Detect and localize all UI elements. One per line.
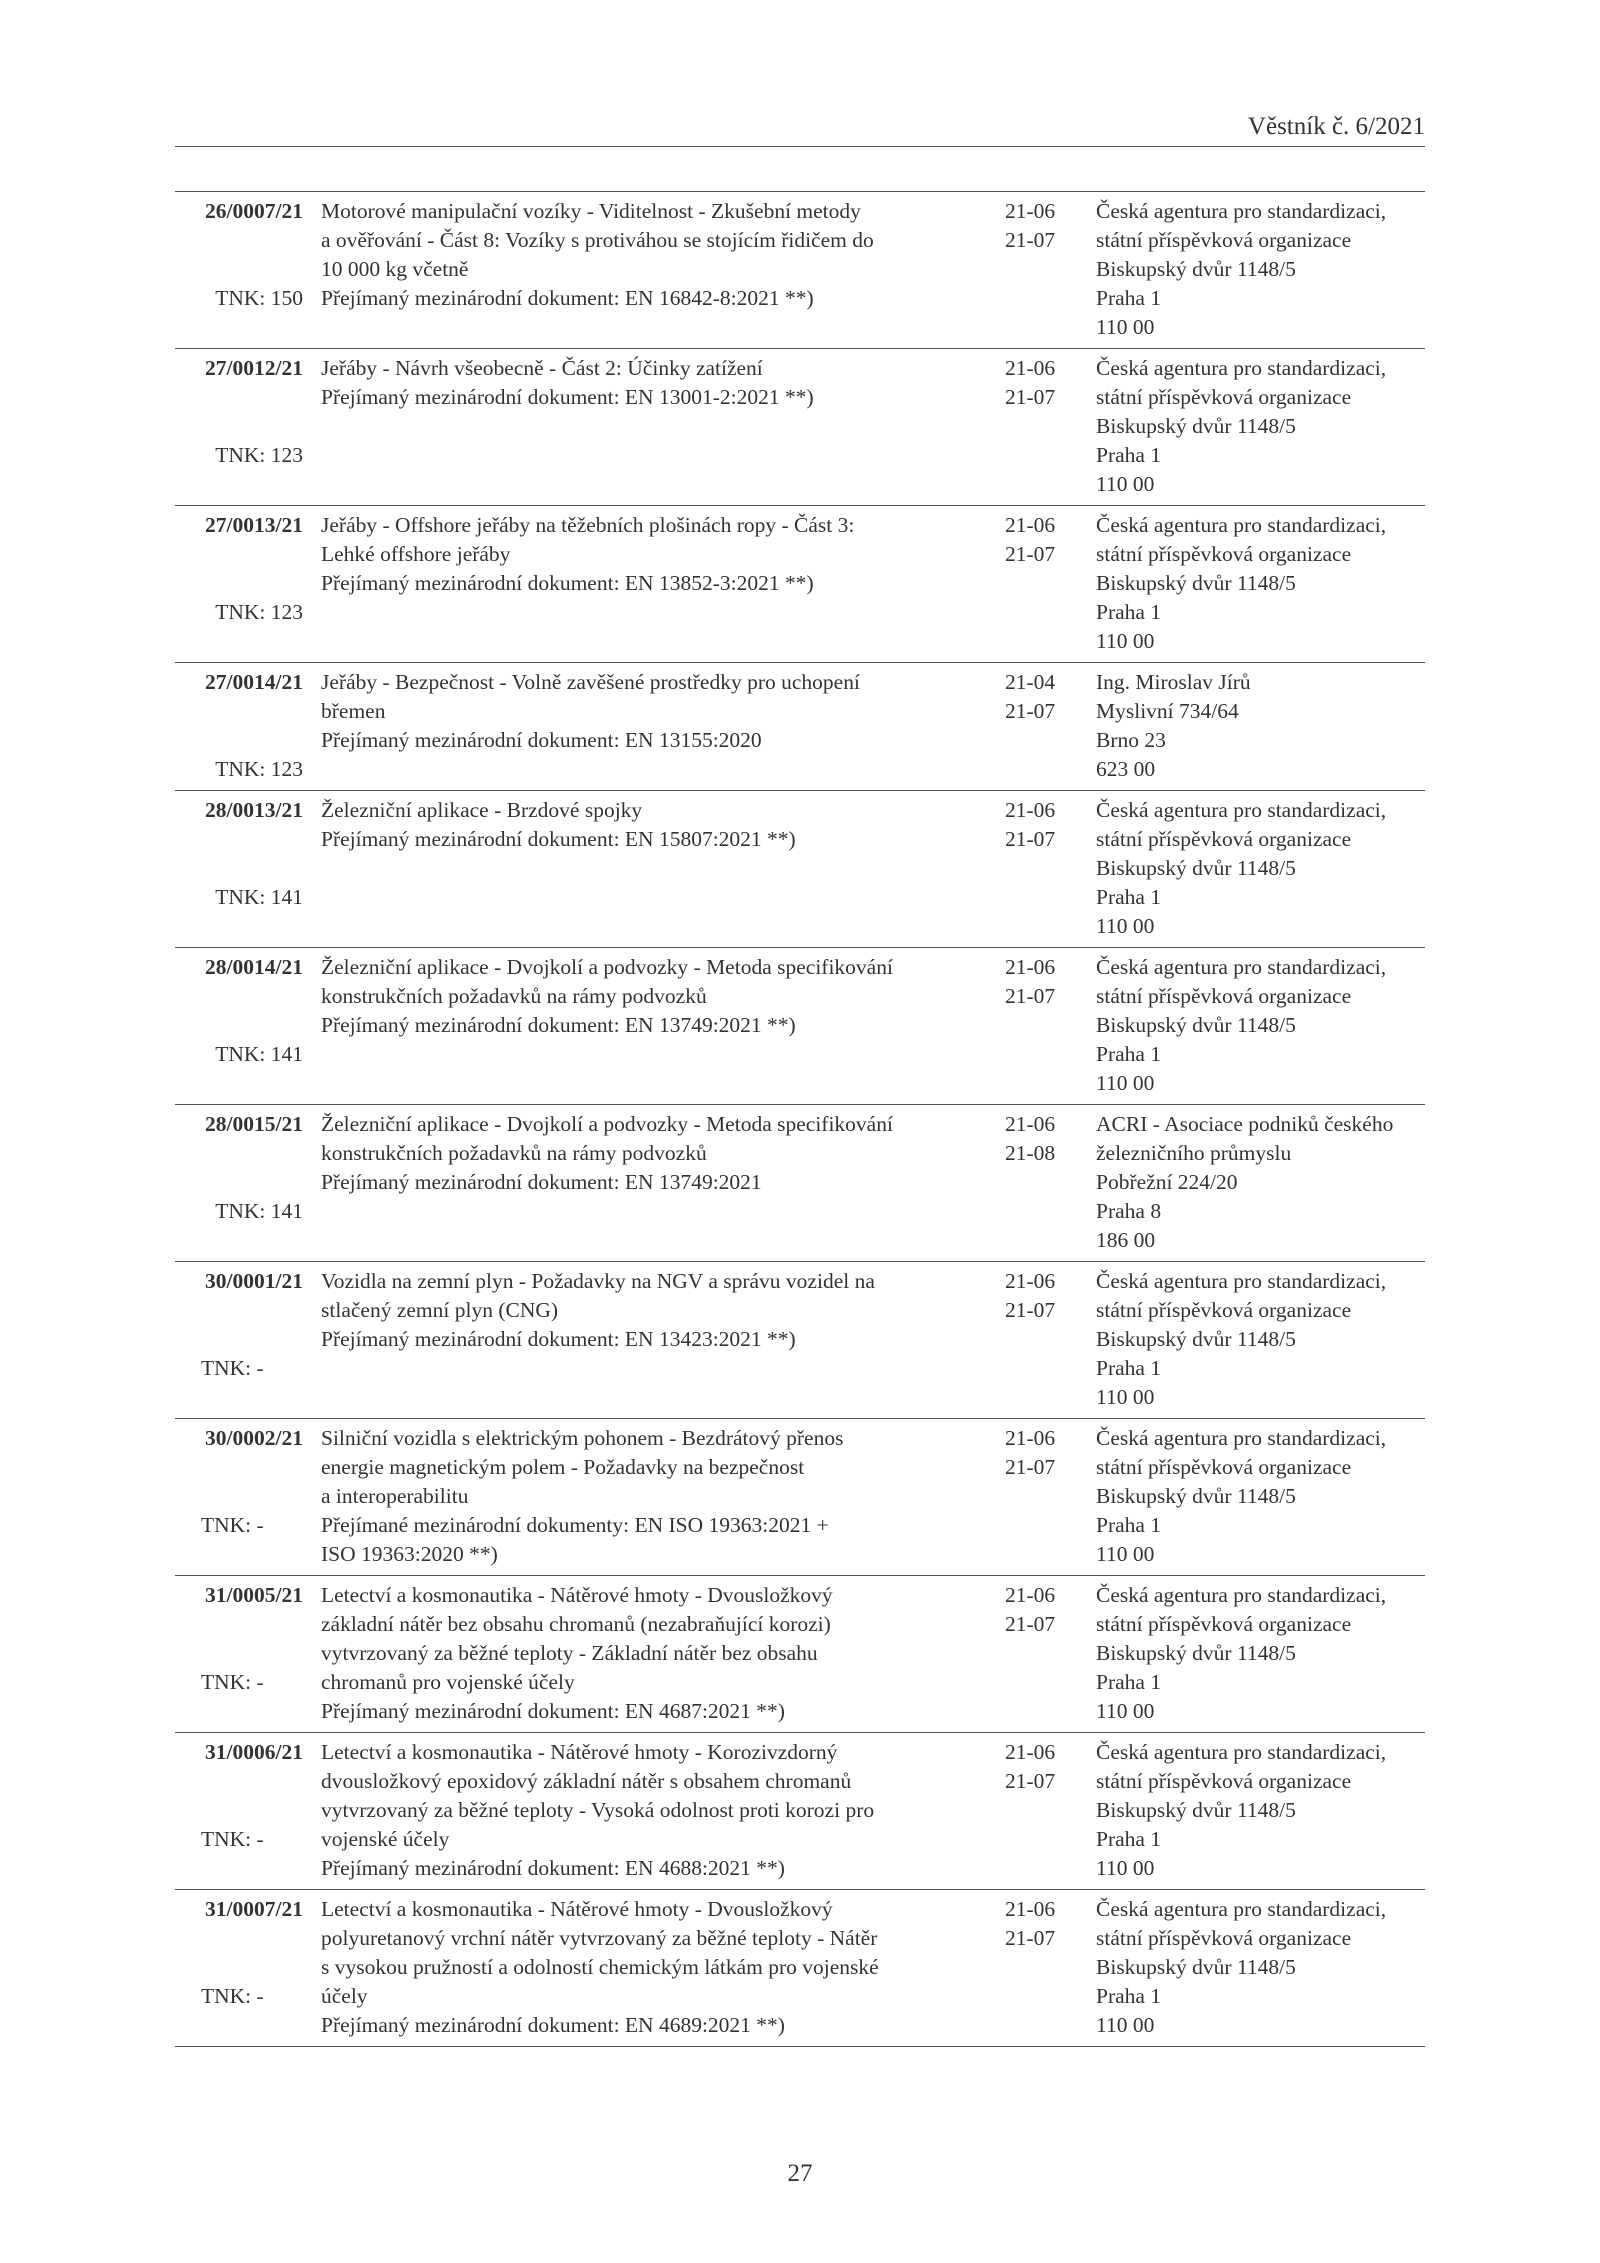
title-column	[321, 948, 971, 1040]
address-line: Ing. Miroslav Jírů	[1096, 670, 1251, 694]
address-line: Biskupský dvůr 1148/5	[1096, 571, 1296, 595]
title-line: vytvrzovaný za běžné teploty - Vysoká odolnost proti korozi pro	[321, 1798, 875, 1822]
title-line: základní nátěr bez obsahu chromanů (nezabraňující korozi)	[321, 1612, 831, 1636]
date-code: 21-06	[1005, 356, 1056, 380]
title-line: Přejímaný mezinárodní dokument: EN 13001-2:2021 **)	[321, 385, 814, 409]
code-column	[175, 197, 303, 348]
address-line: Praha 1	[1096, 286, 1162, 310]
tnk-label: TNK: 123	[215, 757, 303, 781]
table-row	[175, 1418, 1425, 1575]
title-line: vytvrzovaný za běžné teploty - Základní nátěr bez obsahu	[321, 1641, 818, 1665]
title-line: Jeřáby - Bezpečnost - Volně zavěšené prostředky pro uchopení	[321, 670, 860, 694]
table-row	[175, 1732, 1425, 1889]
address-line: 110 00	[1096, 472, 1155, 496]
date-code: 21-06	[1005, 1269, 1056, 1293]
title-line: dvousložkový epoxidový základní nátěr s obsahem chromanů	[321, 1769, 852, 1793]
address-line: Česká agentura pro standardizaci,	[1096, 955, 1387, 979]
standard-code: 27/0014/21	[205, 670, 303, 694]
code-column	[175, 1424, 303, 1575]
title-line: Přejímaný mezinárodní dokument: EN 4689:2021 **)	[321, 2013, 785, 2037]
title-line: Letectví a kosmonautika - Nátěrové hmoty - Dvousložkový	[321, 1583, 833, 1607]
title-line: břemen	[321, 699, 386, 723]
tnk-label: TNK: 150	[215, 286, 303, 310]
title-column	[321, 1576, 971, 1726]
address-line: 110 00	[1096, 914, 1155, 938]
date-code: 21-07	[1005, 827, 1056, 851]
address-line: státní příspěvková organizace	[1096, 1612, 1352, 1636]
address-line: 110 00	[1096, 315, 1155, 339]
tnk-label: TNK: 141	[215, 885, 303, 909]
dates-column	[1005, 197, 1055, 255]
title-line: polyuretanový vrchní nátěr vytvrzovaný za běžné teploty - Nátěr	[321, 1926, 878, 1950]
table-row	[175, 947, 1425, 1104]
dates-column	[1005, 1424, 1055, 1482]
address-line: Praha 1	[1096, 1670, 1162, 1694]
address-column	[1096, 1895, 1431, 2040]
table-row	[175, 505, 1425, 662]
date-code: 21-06	[1005, 1740, 1056, 1764]
header-divider	[175, 146, 1425, 147]
address-line: Biskupský dvůr 1148/5	[1096, 1641, 1296, 1665]
title-column	[321, 1733, 971, 1883]
address-line: Myslivní 734/64	[1096, 699, 1239, 723]
title-line: Jeřáby - Návrh všeobecně - Část 2: Účinky zatížení	[321, 356, 763, 380]
address-column	[1096, 197, 1431, 342]
title-line: Přejímaný mezinárodní dokument: EN 13423:2021 **)	[321, 1327, 796, 1351]
table-row	[175, 191, 1425, 348]
table-row	[175, 1575, 1425, 1732]
address-line: Praha 1	[1096, 443, 1162, 467]
address-line: Praha 1	[1096, 1513, 1162, 1537]
dates-column	[1005, 796, 1055, 854]
title-column	[321, 1419, 971, 1569]
dates-column	[1005, 1267, 1055, 1325]
tnk-label: TNK: -	[201, 1984, 264, 2008]
title-column	[321, 192, 971, 313]
page-number: 27	[787, 2160, 813, 2187]
address-line: Česká agentura pro standardizaci,	[1096, 356, 1387, 380]
dates-column	[1005, 953, 1055, 1011]
title-column	[321, 1890, 971, 2040]
tnk-label: TNK: -	[201, 1356, 264, 1380]
address-line: Biskupský dvůr 1148/5	[1096, 856, 1296, 880]
title-line: Lehké offshore jeřáby	[321, 542, 511, 566]
address-line: státní příspěvková organizace	[1096, 1769, 1352, 1793]
title-line: Silniční vozidla s elektrickým pohonem - Bezdrátový přenos	[321, 1426, 844, 1450]
title-line: Železniční aplikace - Dvojkolí a podvozky - Metoda specifikování	[321, 1112, 893, 1136]
table-row	[175, 790, 1425, 947]
title-line: Přejímaný mezinárodní dokument: EN 4687:2021 **)	[321, 1699, 785, 1723]
standard-code: 26/0007/21	[205, 199, 303, 223]
address-line: Biskupský dvůr 1148/5	[1096, 1484, 1296, 1508]
title-column	[321, 506, 971, 598]
table-row	[175, 662, 1425, 790]
tnk-label: TNK: -	[201, 1513, 264, 1537]
address-line: státní příspěvková organizace	[1096, 542, 1352, 566]
address-column	[1096, 1424, 1431, 1569]
date-code: 21-06	[1005, 1112, 1056, 1136]
address-column	[1096, 511, 1431, 656]
date-code: 21-07	[1005, 385, 1056, 409]
title-line: konstrukčních požadavků na rámy podvozků	[321, 1141, 707, 1165]
table-row	[175, 1104, 1425, 1261]
title-line: Přejímaný mezinárodní dokument: EN 16842-8:2021 **)	[321, 286, 814, 310]
title-line: Železniční aplikace - Brzdové spojky	[321, 798, 643, 822]
title-column	[321, 791, 971, 854]
date-code: 21-07	[1005, 1298, 1056, 1322]
title-line: účely	[321, 1984, 368, 2008]
address-line: Biskupský dvůr 1148/5	[1096, 1327, 1296, 1351]
address-line: 110 00	[1096, 629, 1155, 653]
code-column	[175, 1738, 303, 1889]
address-line: 110 00	[1096, 1542, 1155, 1566]
standard-code: 27/0012/21	[205, 356, 303, 380]
date-code: 21-06	[1005, 955, 1056, 979]
title-line: ISO 19363:2020 **)	[321, 1542, 498, 1566]
title-line: Přejímaný mezinárodní dokument: EN 15807:2021 **)	[321, 827, 796, 851]
code-column	[175, 511, 303, 662]
address-line: Česká agentura pro standardizaci,	[1096, 1740, 1387, 1764]
address-line: Brno 23	[1096, 728, 1166, 752]
date-code: 21-07	[1005, 1926, 1056, 1950]
date-code: 21-07	[1005, 228, 1056, 252]
code-column	[175, 1267, 303, 1418]
title-line: Letectví a kosmonautika - Nátěrové hmoty - Korozivzdorný	[321, 1740, 838, 1764]
title-line: a ověřování - Část 8: Vozíky s protiváhou se stojícím řidičem do	[321, 228, 874, 252]
dates-column	[1005, 668, 1055, 726]
title-line: Přejímaný mezinárodní dokument: EN 4688:2021 **)	[321, 1856, 785, 1880]
title-line: chromanů pro vojenské účely	[321, 1670, 575, 1694]
title-line: Letectví a kosmonautika - Nátěrové hmoty - Dvousložkový	[321, 1897, 833, 1921]
title-line: 10 000 kg včetně	[321, 257, 469, 281]
address-column	[1096, 668, 1431, 784]
address-line: Česká agentura pro standardizaci,	[1096, 513, 1387, 537]
dates-column	[1005, 1895, 1055, 1953]
standard-code: 30/0002/21	[205, 1426, 303, 1450]
title-line: Přejímaný mezinárodní dokument: EN 13155:2020	[321, 728, 762, 752]
title-column	[321, 349, 971, 412]
dates-column	[1005, 1738, 1055, 1796]
date-code: 21-07	[1005, 542, 1056, 566]
standard-code: 31/0005/21	[205, 1583, 303, 1607]
address-line: ACRI - Asociace podniků českého	[1096, 1112, 1394, 1136]
address-column	[1096, 1738, 1431, 1883]
address-column	[1096, 796, 1431, 941]
address-line: 186 00	[1096, 1228, 1156, 1252]
standard-code: 28/0013/21	[205, 798, 303, 822]
address-line: státní příspěvková organizace	[1096, 827, 1352, 851]
date-code: 21-06	[1005, 798, 1056, 822]
tnk-label: TNK: 141	[215, 1199, 303, 1223]
address-column	[1096, 953, 1431, 1098]
date-code: 21-07	[1005, 1455, 1056, 1479]
title-line: Jeřáby - Offshore jeřáby na těžebních plošinách ropy - Část 3:	[321, 513, 855, 537]
address-column	[1096, 1581, 1431, 1726]
code-column	[175, 1895, 303, 2046]
address-line: státní příspěvková organizace	[1096, 1926, 1352, 1950]
address-line: Biskupský dvůr 1148/5	[1096, 257, 1296, 281]
standard-code: 31/0007/21	[205, 1897, 303, 1921]
code-column	[175, 1581, 303, 1732]
standard-code: 31/0006/21	[205, 1740, 303, 1764]
standard-code: 28/0014/21	[205, 955, 303, 979]
title-line: Přejímaný mezinárodní dokument: EN 13749:2021	[321, 1170, 762, 1194]
address-line: Praha 8	[1096, 1199, 1162, 1223]
title-line: Železniční aplikace - Dvojkolí a podvozky - Metoda specifikování	[321, 955, 893, 979]
standard-code: 27/0013/21	[205, 513, 303, 537]
address-line: Česká agentura pro standardizaci,	[1096, 1426, 1387, 1450]
date-code: 21-08	[1005, 1141, 1056, 1165]
code-column	[175, 354, 303, 505]
address-column	[1096, 354, 1431, 499]
address-line: Pobřežní 224/20	[1096, 1170, 1238, 1194]
standard-code: 28/0015/21	[205, 1112, 303, 1136]
page-header-title: Věstník č. 6/2021	[1247, 113, 1425, 140]
address-line: státní příspěvková organizace	[1096, 984, 1352, 1008]
address-line: Česká agentura pro standardizaci,	[1096, 798, 1387, 822]
title-line: energie magnetickým polem - Požadavky na bezpečnost	[321, 1455, 805, 1479]
date-code: 21-06	[1005, 199, 1056, 223]
table-row	[175, 1261, 1425, 1418]
address-line: Praha 1	[1096, 1827, 1162, 1851]
address-line: státní příspěvková organizace	[1096, 228, 1352, 252]
date-code: 21-06	[1005, 513, 1056, 537]
entries-table	[175, 191, 1425, 2047]
title-line: Přejímaný mezinárodní dokument: EN 13852-3:2021 **)	[321, 571, 814, 595]
address-line: Biskupský dvůr 1148/5	[1096, 1955, 1296, 1979]
title-line: Přejímané mezinárodní dokumenty: EN ISO 19363:2021 +	[321, 1513, 829, 1537]
date-code: 21-06	[1005, 1583, 1056, 1607]
date-code: 21-04	[1005, 670, 1056, 694]
title-line: Přejímaný mezinárodní dokument: EN 13749:2021 **)	[321, 1013, 796, 1037]
address-line: státní příspěvková organizace	[1096, 1298, 1352, 1322]
tnk-label: TNK: 123	[215, 600, 303, 624]
code-column	[175, 796, 303, 947]
title-column	[321, 1262, 971, 1354]
title-column	[321, 663, 971, 755]
standard-code: 30/0001/21	[205, 1269, 303, 1293]
address-line: Biskupský dvůr 1148/5	[1096, 414, 1296, 438]
address-line: 110 00	[1096, 1071, 1155, 1095]
title-line: Vozidla na zemní plyn - Požadavky na NGV a správu vozidel na	[321, 1269, 875, 1293]
address-column	[1096, 1110, 1431, 1255]
title-line: Motorové manipulační vozíky - Viditelnost - Zkušební metody	[321, 199, 861, 223]
table-row	[175, 1889, 1425, 2047]
code-column	[175, 953, 303, 1104]
tnk-label: TNK: -	[201, 1670, 264, 1694]
address-line: 110 00	[1096, 1856, 1155, 1880]
address-line: Česká agentura pro standardizaci,	[1096, 199, 1387, 223]
address-line: státní příspěvková organizace	[1096, 385, 1352, 409]
address-line: Praha 1	[1096, 1356, 1162, 1380]
address-line: Praha 1	[1096, 600, 1162, 624]
address-line: 623 00	[1096, 757, 1156, 781]
address-line: 110 00	[1096, 1699, 1155, 1723]
date-code: 21-06	[1005, 1426, 1056, 1450]
date-code: 21-07	[1005, 1769, 1056, 1793]
title-line: a interoperabilitu	[321, 1484, 469, 1508]
tnk-label: TNK: -	[201, 1827, 264, 1851]
title-line: stlačený zemní plyn (CNG)	[321, 1298, 559, 1322]
date-code: 21-06	[1005, 1897, 1056, 1921]
title-line: s vysokou pružností a odolností chemickým látkám pro vojenské	[321, 1955, 879, 1979]
tnk-label: TNK: 141	[215, 1042, 303, 1066]
address-line: Česká agentura pro standardizaci,	[1096, 1583, 1387, 1607]
title-line: konstrukčních požadavků na rámy podvozků	[321, 984, 707, 1008]
code-column	[175, 668, 303, 790]
address-line: Česká agentura pro standardizaci,	[1096, 1269, 1387, 1293]
title-column	[321, 1105, 971, 1197]
dates-column	[1005, 511, 1055, 569]
dates-column	[1005, 1581, 1055, 1639]
date-code: 21-07	[1005, 984, 1056, 1008]
address-line: železničního průmyslu	[1096, 1141, 1292, 1165]
date-code: 21-07	[1005, 699, 1056, 723]
address-line: 110 00	[1096, 1385, 1155, 1409]
dates-column	[1005, 354, 1055, 412]
address-line: Česká agentura pro standardizaci,	[1096, 1897, 1387, 1921]
address-line: Praha 1	[1096, 885, 1162, 909]
address-line: Praha 1	[1096, 1984, 1162, 2008]
date-code: 21-07	[1005, 1612, 1056, 1636]
dates-column	[1005, 1110, 1055, 1168]
address-column	[1096, 1267, 1431, 1412]
table-row	[175, 348, 1425, 505]
title-line: vojenské účely	[321, 1827, 450, 1851]
address-line: Biskupský dvůr 1148/5	[1096, 1013, 1296, 1037]
tnk-label: TNK: 123	[215, 443, 303, 467]
address-line: Biskupský dvůr 1148/5	[1096, 1798, 1296, 1822]
code-column	[175, 1110, 303, 1261]
address-line: 110 00	[1096, 2013, 1155, 2037]
address-line: Praha 1	[1096, 1042, 1162, 1066]
address-line: státní příspěvková organizace	[1096, 1455, 1352, 1479]
